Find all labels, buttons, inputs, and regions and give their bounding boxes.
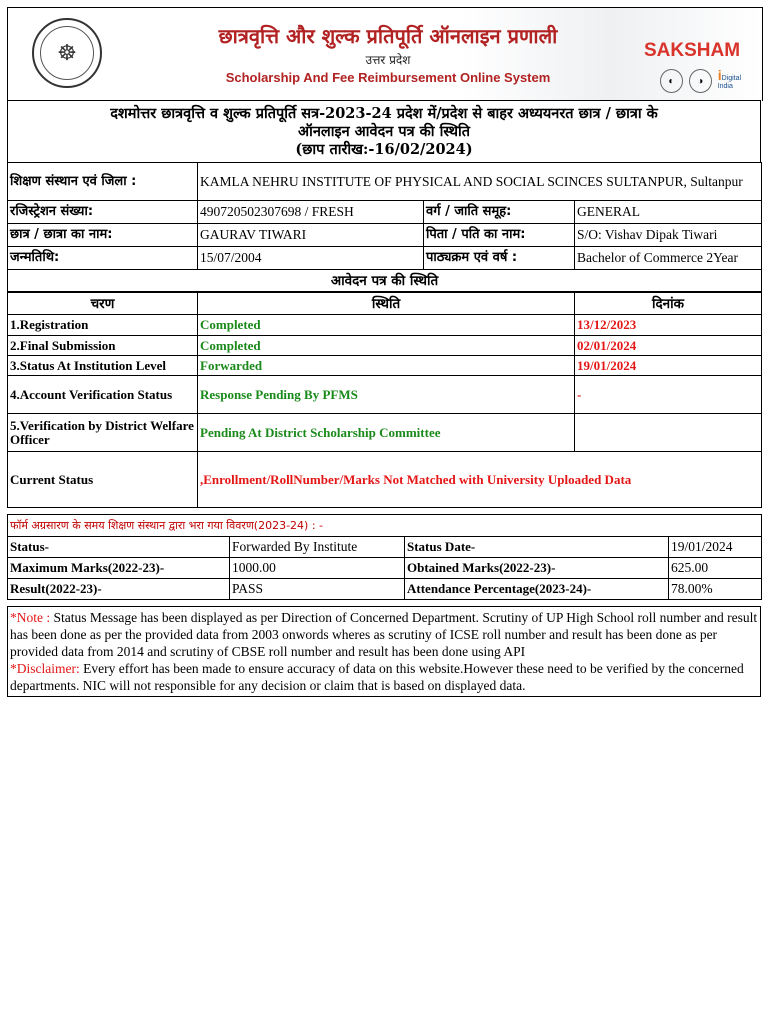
- dob-label: जन्मतिथि:: [8, 247, 198, 270]
- date-cell: -: [575, 376, 762, 414]
- table-row: [8, 315, 762, 336]
- max-marks-value: 1000.00: [230, 558, 405, 579]
- status-cell: Forwarded: [198, 356, 575, 376]
- status-cell: Response Pending By PFMS: [198, 376, 575, 414]
- father-name-value: S/O: Vishav Dipak Tiwari: [575, 224, 762, 247]
- inst-status-label: Status-: [8, 537, 230, 558]
- result-label: Result(2022-23)-: [8, 579, 230, 600]
- institute-info-heading: फॉर्म अग्रसारण के समय शिक्षण संस्थान द्वारा भरा गया विवरण(2023-24) : -: [8, 515, 762, 537]
- col-date-header: दिनांक: [575, 293, 762, 315]
- table-row: [8, 376, 762, 414]
- current-status-label: Current Status: [8, 452, 198, 508]
- print-date: (छाप तारीख:-16/02/2024): [295, 141, 473, 158]
- partner-logos: [660, 66, 756, 96]
- date-cell: 19/01/2024: [575, 356, 762, 376]
- inst-status-value: Forwarded By Institute: [230, 537, 405, 558]
- attendance-value: 78.00%: [669, 579, 762, 600]
- stage-cell: 5.Verification by District Welfare Officer: [8, 414, 198, 452]
- institute-info-table: [7, 514, 761, 600]
- header-title-hindi: छात्रवृत्ति और शुल्क प्रतिपूर्ति ऑनलाइन प्रणाली: [218, 24, 558, 48]
- stage-cell: 4.Account Verification Status: [8, 376, 198, 414]
- institute-label: शिक्षण संस्थान एवं जिला :: [8, 163, 198, 201]
- note-label: *Note :: [10, 610, 51, 625]
- digital-india-logo: iDigital India: [717, 67, 742, 90]
- obtained-marks-value: 625.00: [669, 558, 762, 579]
- details-table: [7, 162, 761, 508]
- col-status-header: स्थिति: [198, 293, 575, 315]
- result-value: PASS: [230, 579, 405, 600]
- registration-value: 490720502307698 / FRESH: [198, 201, 424, 224]
- status-cell: Completed: [198, 336, 575, 356]
- page-title-line1: दशमोत्तर छात्रवृत्ति व शुल्क प्रतिपूर्ति सत्र-2023-24 प्रदेश में/प्रदेश से बाहर अध्ययनरत छात्र / छात्रा के: [110, 105, 658, 122]
- institute-value: KAMLA NEHRU INSTITUTE OF PHYSICAL AND SOCIAL SCINCES SULTANPUR, Sultanpur: [198, 163, 762, 201]
- disclaimer-text: Every effort has been made to ensure accuracy of data on this website.However these need to be verified by the concerned departments. NIC will not responsible for any decision or claim that is based on displayed data.: [10, 661, 744, 693]
- stage-cell: 2.Final Submission: [8, 336, 198, 356]
- saksham-logo: SAKSHAM: [644, 40, 741, 61]
- table-row: [8, 356, 762, 376]
- col-stage-header: चरण: [8, 293, 198, 315]
- current-status-value: ,Enrollment/RollNumber/Marks Not Matched with University Uploaded Data: [198, 452, 762, 508]
- swachh-bharat-icon-2: ◑: [689, 69, 712, 93]
- max-marks-label: Maximum Marks(2022-23)-: [8, 558, 230, 579]
- table-row: [8, 336, 762, 356]
- header-banner: [7, 7, 763, 101]
- registration-label: रजिस्ट्रेशन संख्या:: [8, 201, 198, 224]
- header-title-english: Scholarship And Fee Reimbursement Online System: [225, 70, 551, 85]
- caste-value: GENERAL: [575, 201, 762, 224]
- stage-cell: 3.Status At Institution Level: [8, 356, 198, 376]
- date-cell: 13/12/2023: [575, 315, 762, 336]
- status-cell: Completed: [198, 315, 575, 336]
- note-box: [7, 606, 761, 697]
- swachh-bharat-icon: ◐: [660, 69, 683, 93]
- note-text: Status Message has been displayed as per Direction of Concerned Department. Scrutiny of UP High School roll number and result has been done as per the provided data from 2003 onwords wheres as scrutiny of ICSE roll number and result has been done as per provided data from 2014 and scrutiny of CBSE roll number and result has been done using API: [10, 610, 758, 659]
- table-row: [8, 414, 762, 452]
- status-date-value: 19/01/2024: [669, 537, 762, 558]
- dob-value: 15/07/2004: [198, 247, 424, 270]
- course-label: पाठ्यक्रम एवं वर्ष :: [424, 247, 575, 270]
- father-name-label: पिता / पति का नाम:: [424, 224, 575, 247]
- student-name-value: GAURAV TIWARI: [198, 224, 424, 247]
- student-name-label: छात्र / छात्रा का नाम:: [8, 224, 198, 247]
- disclaimer-label: *Disclaimer:: [10, 661, 80, 676]
- header-state: उत्तर प्रदेश: [365, 53, 411, 67]
- page-title: [7, 100, 761, 162]
- header-title-block: [108, 22, 668, 85]
- date-cell: 02/01/2024: [575, 336, 762, 356]
- up-emblem-icon: ☸: [32, 18, 102, 88]
- status-section-heading: आवेदन पत्र की स्थिति: [8, 270, 762, 292]
- obtained-marks-label: Obtained Marks(2022-23)-: [405, 558, 669, 579]
- status-date-label: Status Date-: [405, 537, 669, 558]
- date-cell: [575, 414, 762, 452]
- status-cell: Pending At District Scholarship Committee: [198, 414, 575, 452]
- stage-cell: 1.Registration: [8, 315, 198, 336]
- caste-label: वर्ग / जाति समूह:: [424, 201, 575, 224]
- course-value: Bachelor of Commerce 2Year: [575, 247, 762, 270]
- page-title-line2: ऑनलाइन आवेदन पत्र की स्थिति: [298, 123, 470, 140]
- attendance-label: Attendance Percentage(2023-24)-: [405, 579, 669, 600]
